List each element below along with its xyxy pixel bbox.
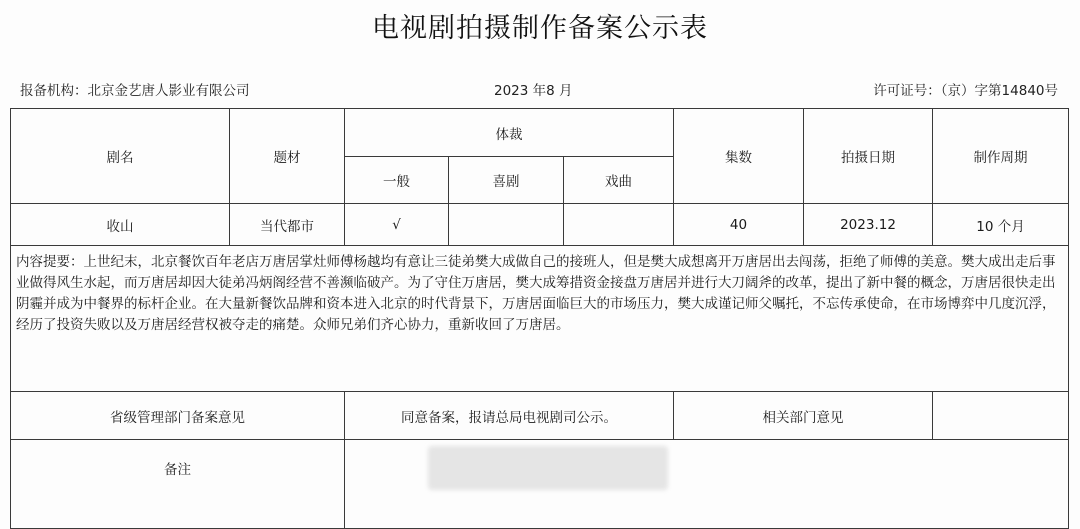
related-opinion-value (933, 392, 1069, 440)
cell-genre-opera (564, 204, 674, 246)
cell-genre-comedy (449, 204, 564, 246)
header-genre-general: 一般 (345, 157, 449, 204)
filing-date: 2023 年8 月 (494, 83, 573, 99)
license-number: 许可证号：（京）字第14840号 (873, 83, 1058, 99)
remark-label: 备注 (11, 440, 345, 529)
cell-episodes: 40 (674, 204, 804, 246)
provincial-opinion-label: 省级管理部门备案意见 (11, 392, 345, 440)
cell-genre-general-check: √ (345, 204, 449, 246)
header-shoot-date: 拍摄日期 (804, 109, 933, 204)
cell-shoot-date: 2023.12 (804, 204, 933, 246)
watermark-blur (428, 446, 668, 490)
header-genre-comedy: 喜剧 (449, 157, 564, 204)
content-summary: 内容提要：上世纪末，北京餐饮百年老店万唐居掌灶师傅杨越均有意让三徒弟樊大成做自己的接班人，但是樊大成想离开万唐居出去闯荡，拒绝了师傅的美意。樊大成出走后事业做得风生水起，而万唐居却因大徒弟冯炳阁经营不善濒临破产。为了守住万唐居，樊大成筹措资金接盘万唐居并进行大刀阔斧的改革，提出了新中餐的概念，万唐居很快走出阴霾并成为中餐界的标杆企业。在大量新餐饮品牌和资本进入北京的时代背景下，万唐居面临巨大的市场压力，樊大成谨记师父嘱托，不忘传承使命，在市场博弈中几度沉浮，经历了投资失败以及万唐居经营权被夺走的痛楚。众师兄弟们齐心协力，重新收回了万唐居。 (11, 246, 1069, 392)
provincial-opinion-value: 同意备案，报请总局电视剧司公示。 (345, 392, 674, 440)
related-opinion-label: 相关部门意见 (674, 392, 933, 440)
cell-name: 收山 (11, 204, 230, 246)
cell-production-period: 10 个月 (933, 204, 1069, 246)
header-theme: 题材 (230, 109, 345, 204)
cell-theme: 当代都市 (230, 204, 345, 246)
header-name: 剧名 (11, 109, 230, 204)
document-title: 电视剧拍摄制作备案公示表 (372, 13, 708, 44)
header-production-period: 制作周期 (933, 109, 1069, 204)
header-genre-opera: 戏曲 (564, 157, 674, 204)
header-episodes: 集数 (674, 109, 804, 204)
filing-organization: 报备机构：北京金艺唐人影业有限公司 (20, 83, 250, 99)
header-genre: 体裁 (345, 109, 674, 157)
